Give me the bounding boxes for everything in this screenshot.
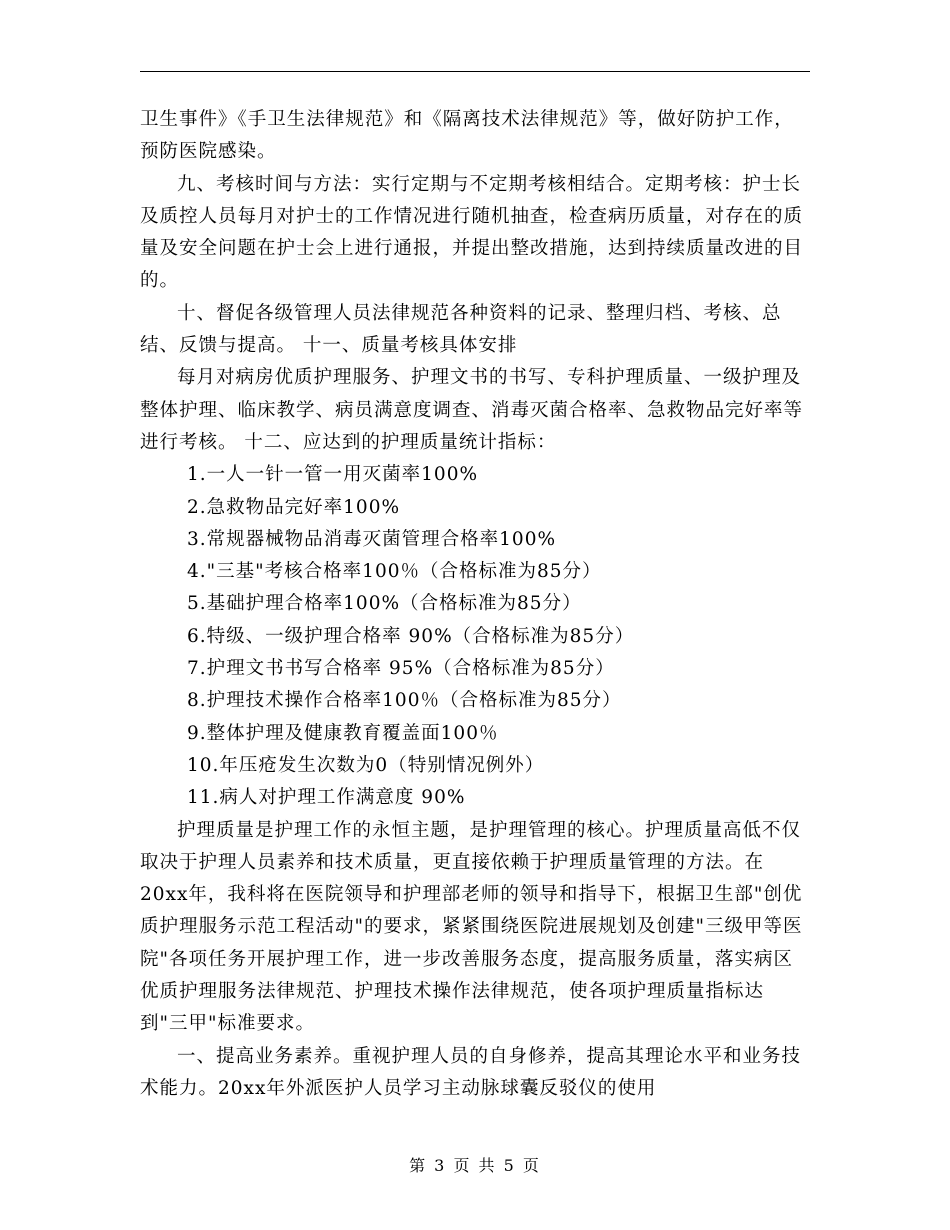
document-body bbox=[140, 104, 810, 1105]
indicator-item: 4."三基"考核合格率100％（合格标准为85分） bbox=[187, 561, 602, 583]
paragraph-continuation: 卫生事件》《手卫生法律规范》和《隔离技术法律规范》等，做好防护工作，预防医院感染。 bbox=[140, 109, 794, 163]
indicator-item: 2.急救物品完好率100% bbox=[187, 496, 401, 518]
paragraph-section-10-11: 十、督促各级管理人员法律规范各种资料的记录、整理归档、考核、总结、反馈与提高。 十一、质量考核具体安排 bbox=[140, 302, 782, 357]
paragraph-quality-summary: 护理质量是护理工作的永恒主题，是护理管理的核心。护理质量高低不仅取决于护理人员素养和技术质量，更直接依赖于护理质量管理的方法。在20xx年，我科将在医院领导和护理部老师的领导和指导下，根据卫生部"创优质护理服务示范工程活动"的要求，紧紧围绕医院进展规划及创建"三级甲等医院"各项任务开展护理工作，进一步改善服务态度，提高服务质量，落实病区优质护理服务法律规范、护理技术操作法律规范，使各项护理质量指标达到"三甲"标准要求。 bbox=[140, 819, 803, 1035]
indicator-item: 8.护理技术操作合格率100％（合格标准为85分） bbox=[187, 690, 622, 712]
indicator-item: 1.一人一针一管一用灭菌率100% bbox=[187, 464, 479, 486]
paragraph-section-9: 九、考核时间与方法：实行定期与不定期考核相结合。定期考核：护士长及质控人员每月对护士的工作情况进行随机抽查，检查病历质量，对存在的质量及安全问题在护士会上进行通报，并提出整改措施，达到持续质量改进的目的。 bbox=[140, 173, 804, 292]
indicator-item: 11.病人对护理工作满意度 90% bbox=[187, 787, 466, 809]
indicator-item: 6.特级、一级护理合格率 90%（合格标准为85分） bbox=[187, 625, 635, 647]
paragraph-section-11-12: 每月对病房优质护理服务、护理文书的书写、专科护理质量、一级护理及整体护理、临床教学、病员满意度调查、消毒灭菌合格率、急救物品完好率等进行考核。 十二、应达到的护理质量统计指标： bbox=[140, 367, 804, 453]
indicator-item: 9.整体护理及健康教育覆盖面100％ bbox=[187, 722, 499, 744]
header-rule bbox=[140, 71, 810, 72]
paragraph-section-1: 一、提高业务素养。重视护理人员的自身修养，提高其理论水平和业务技术能力。20xx年外派医护人员学习主动脉球囊反驳仪的使用 bbox=[140, 1045, 802, 1099]
indicator-item: 5.基础护理合格率100%（合格标准为85分） bbox=[187, 593, 582, 615]
indicator-item: 7.护理文书书写合格率 95%（合格标准为85分） bbox=[187, 658, 615, 680]
indicator-item: 3.常规器械物品消毒灭菌管理合格率100% bbox=[187, 528, 557, 550]
indicator-item: 10.年压疮发生次数为0（特别情况例外） bbox=[187, 754, 545, 776]
page-number-footer: 第 3 页 共 5 页 bbox=[409, 1156, 541, 1175]
